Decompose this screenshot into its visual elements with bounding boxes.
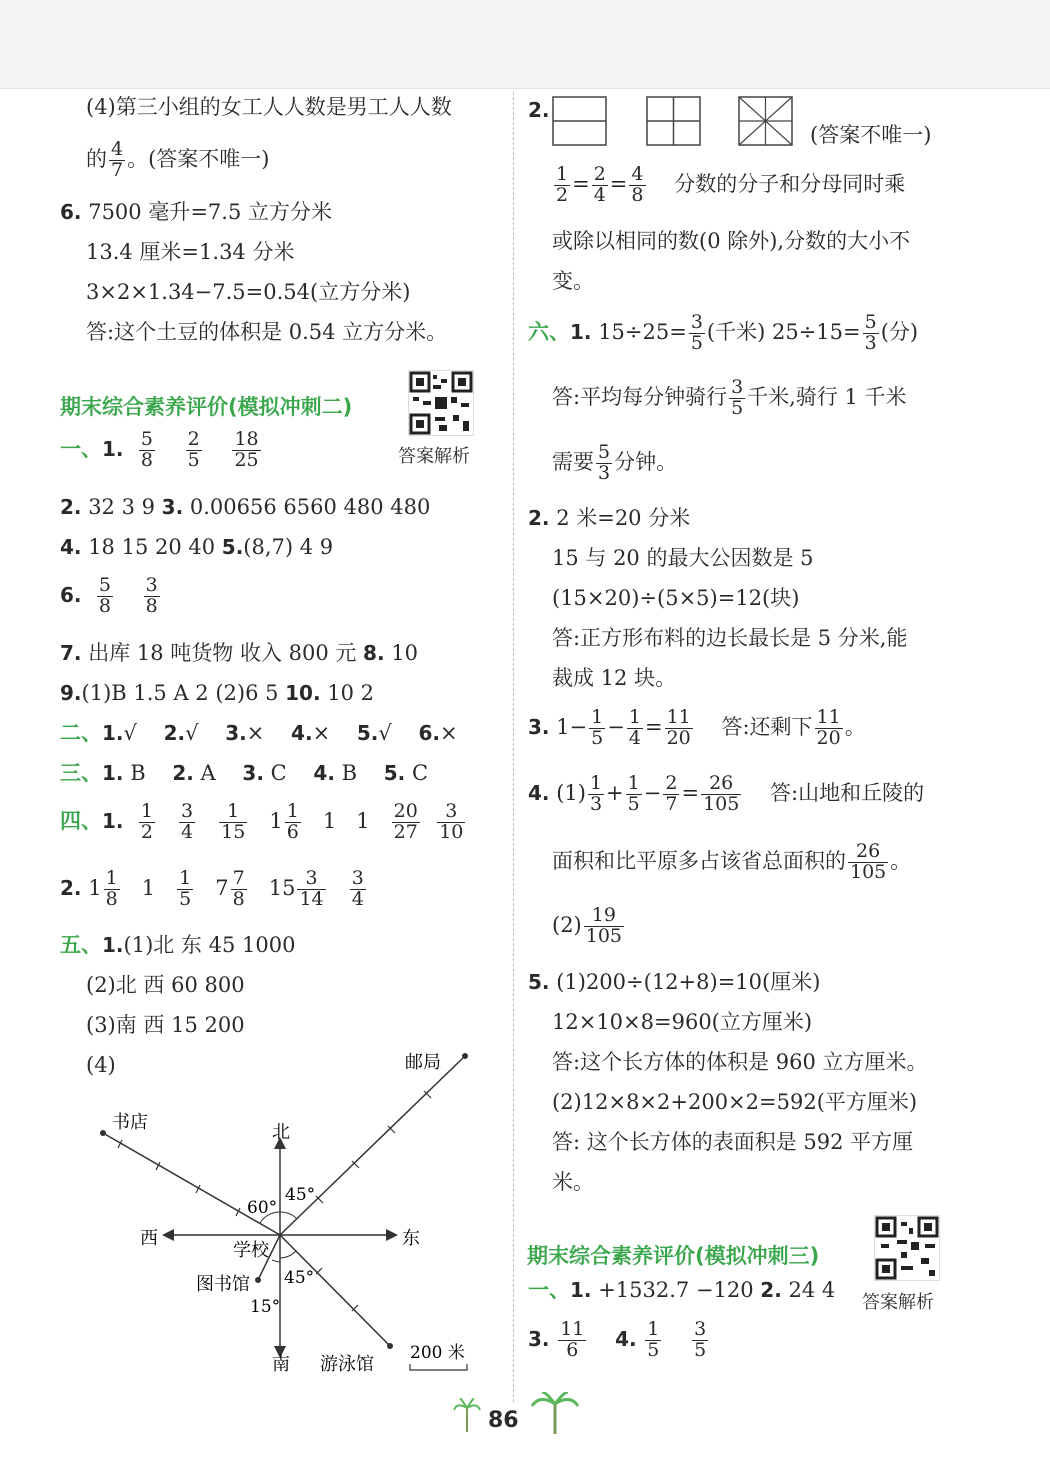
s6-answer1: 答:平均每分钟骑行 $\frac{3}{5}$ 千米,骑行 1 千米 xyxy=(552,376,907,419)
s2-row: 二、1.√ 2.√ 3.× 4.× 5.√ 6.× xyxy=(60,721,458,745)
row-2-3: 2. 32 3 9 3. 0.00656 6560 480 480 xyxy=(60,495,431,519)
page-number: 86 xyxy=(488,1408,519,1433)
angle-arc-45b xyxy=(280,1251,296,1258)
s4-row2: 2. 1 $\frac{1}{8}$ 1 $\frac{1}{5}$ 7 $\frac{7}{8}$ 15 $\frac{3}{14}$ $\frac{3}{4}$ xyxy=(60,867,364,910)
s1-row: 一、1. $\frac{5}{8}$ $\frac{2}{5}$ $\frac{18}{25}$ xyxy=(60,428,259,471)
s6-q1: 六、1. 15÷25= $\frac{3}{5}$ (千米) 25÷15= $\frac{5}{3}$ (分) xyxy=(528,311,919,354)
qr-label-3: 答案解析 xyxy=(862,1292,934,1313)
label-angle-15: 15° xyxy=(250,1297,281,1317)
pool-line xyxy=(280,1235,390,1346)
header-rule xyxy=(0,88,1050,89)
q6-line3: 3×2×1.34−7.5=0.54(立方分米) xyxy=(86,280,411,304)
s4-row1: 四、1. $\frac{1}{2}$ $\frac{3}{4}$ $\frac{1}{15}$ 1 $\frac{1}{6}$ 1 1 $\frac{20}{27}$ $\frac{3}{10}$ xyxy=(60,800,464,843)
s5-line2: (2)北 西 60 800 xyxy=(86,973,245,997)
bookstore-line xyxy=(103,1133,280,1235)
label-west: 西 xyxy=(140,1228,158,1249)
s5-line1: 五、1.(1)北 东 45 1000 xyxy=(60,933,296,957)
palm-right-icon xyxy=(530,1392,580,1436)
s1-right-row: 一、1. +1532.7 −120 2. 24 4 xyxy=(528,1278,836,1302)
s5-line3: (3)南 西 15 200 xyxy=(86,1013,245,1037)
q3-row: 3. 1− $\frac{1}{5}$ − $\frac{1}{4}$ = $\frac{11}{20}$ 答:还剩下 $\frac{11}{20}$ 。 xyxy=(528,706,866,749)
eq-line2: 或除以相同的数(0 除外),分数的大小不 xyxy=(552,229,911,253)
equal-fractions: $\frac{1}{2}$ = $\frac{2}{4}$ = $\frac{4}{8}$ 分数的分子和分母同时乘 xyxy=(556,163,906,206)
label-east: 东 xyxy=(402,1228,420,1249)
q4-row2: 面积和比平原多占该省总面积的 $\frac{26}{105}$ 。 xyxy=(552,840,912,883)
q2-num: 2. xyxy=(528,98,550,122)
bookstore-dot xyxy=(100,1130,106,1136)
label-bookstore: 书店 xyxy=(112,1112,148,1133)
q4-row1: 4. (1) $\frac{1}{3}$ + $\frac{1}{5}$ − $\frac{2}{7}$ = $\frac{26}{105}$ 答:山地和丘陵的 xyxy=(528,772,925,815)
q2-note: (答案不唯一) xyxy=(810,123,932,147)
row-4-5: 4. 18 15 20 40 5.(8,7) 4 9 xyxy=(60,535,334,559)
label-pool: 游泳馆 xyxy=(320,1354,374,1375)
eq-line3: 变。 xyxy=(552,269,594,293)
pool-dot xyxy=(387,1343,393,1349)
q6-line1: 6. 7500 毫升=7.5 立方分米 xyxy=(60,200,332,224)
q5-line3: 答:这个长方体的体积是 960 立方厘米。 xyxy=(552,1050,928,1074)
q4-line2: 的 $\frac{4}{7}$ 。(答案不唯一) xyxy=(86,138,270,181)
s5-line4: (4) xyxy=(86,1053,116,1077)
q5-line4: (2)12×8×2+200×2=592(平方厘米) xyxy=(552,1090,918,1114)
q5-line5: 答: 这个长方体的表面积是 592 平方厘 xyxy=(552,1130,914,1154)
q6-line2: 13.4 厘米=1.34 分米 xyxy=(86,240,295,264)
q5-line6: 米。 xyxy=(552,1170,594,1194)
direction-map xyxy=(80,1040,500,1385)
label-angle-45a: 45° xyxy=(285,1185,316,1205)
row-6: 6. $\frac{5}{8}$ $\frac{3}{8}$ xyxy=(60,574,158,617)
scale-label: 200 米 xyxy=(410,1343,465,1363)
qr-code-icon[interactable] xyxy=(408,370,474,436)
row-7-8: 7. 出库 18 吨货物 收入 800 元 8. 10 xyxy=(60,641,418,665)
label-angle-60: 60° xyxy=(247,1198,278,1218)
label-school: 学校 xyxy=(233,1240,269,1261)
q5-line2: 12×10×8=960(立方厘米) xyxy=(552,1010,813,1034)
q2b-line1: 2. 2 米=20 分米 xyxy=(528,506,691,530)
post-office-dot xyxy=(462,1053,468,1059)
scale-bar xyxy=(410,1364,467,1370)
s3-row: 三、1. B 2. A 3. C 4. B 5. C xyxy=(60,761,429,785)
q6-answer: 答:这个土豆的体积是 0.54 立方分米。 xyxy=(86,320,448,344)
fraction-shapes xyxy=(552,96,802,148)
s6-answer2: 需要 $\frac{5}{3}$ 分钟。 xyxy=(552,441,678,484)
library-dot xyxy=(255,1277,261,1283)
q2b-line5: 裁成 12 块。 xyxy=(552,666,677,690)
section-title-2: 期末综合素养评价(模拟冲刺二) xyxy=(60,395,353,419)
row-9-10: 9.(1)B 1.5 A 2 (2)6 5 10. 10 2 xyxy=(60,681,375,705)
q4-row3: (2) $\frac{19}{105}$ xyxy=(552,904,623,947)
header-band xyxy=(0,0,1050,88)
label-south: 南 xyxy=(272,1354,290,1375)
label-library: 图书馆 xyxy=(196,1274,250,1295)
palm-left-icon xyxy=(452,1398,482,1434)
q2b-line3: (15×20)÷(5×5)=12(块) xyxy=(552,586,800,610)
qr-code-icon[interactable] xyxy=(874,1215,940,1281)
q2b-line4: 答:正方形布料的边长最长是 5 分米,能 xyxy=(552,626,908,650)
angle-arc-45a xyxy=(280,1212,297,1219)
label-angle-45b: 45° xyxy=(284,1268,315,1288)
s1-right-row2: 3. $\frac{11}{6}$ 4. $\frac{1}{5}$ $\frac{3}{5}$ xyxy=(528,1318,707,1361)
column-divider xyxy=(513,92,514,1402)
post-office-line xyxy=(280,1056,465,1235)
q2b-line2: 15 与 20 的最大公因数是 5 xyxy=(552,546,814,570)
angle-arc-15 xyxy=(272,1260,280,1262)
label-post-office: 邮局 xyxy=(405,1052,441,1073)
q4-line1: (4)第三小组的女工人人数是男工人人数 xyxy=(86,95,452,119)
section-title-3: 期末综合素养评价(模拟冲刺三) xyxy=(527,1244,820,1268)
qr-label-2: 答案解析 xyxy=(398,446,470,467)
label-north: 北 xyxy=(272,1122,290,1143)
q5-line1: 5. (1)200÷(12+8)=10(厘米) xyxy=(528,970,821,994)
